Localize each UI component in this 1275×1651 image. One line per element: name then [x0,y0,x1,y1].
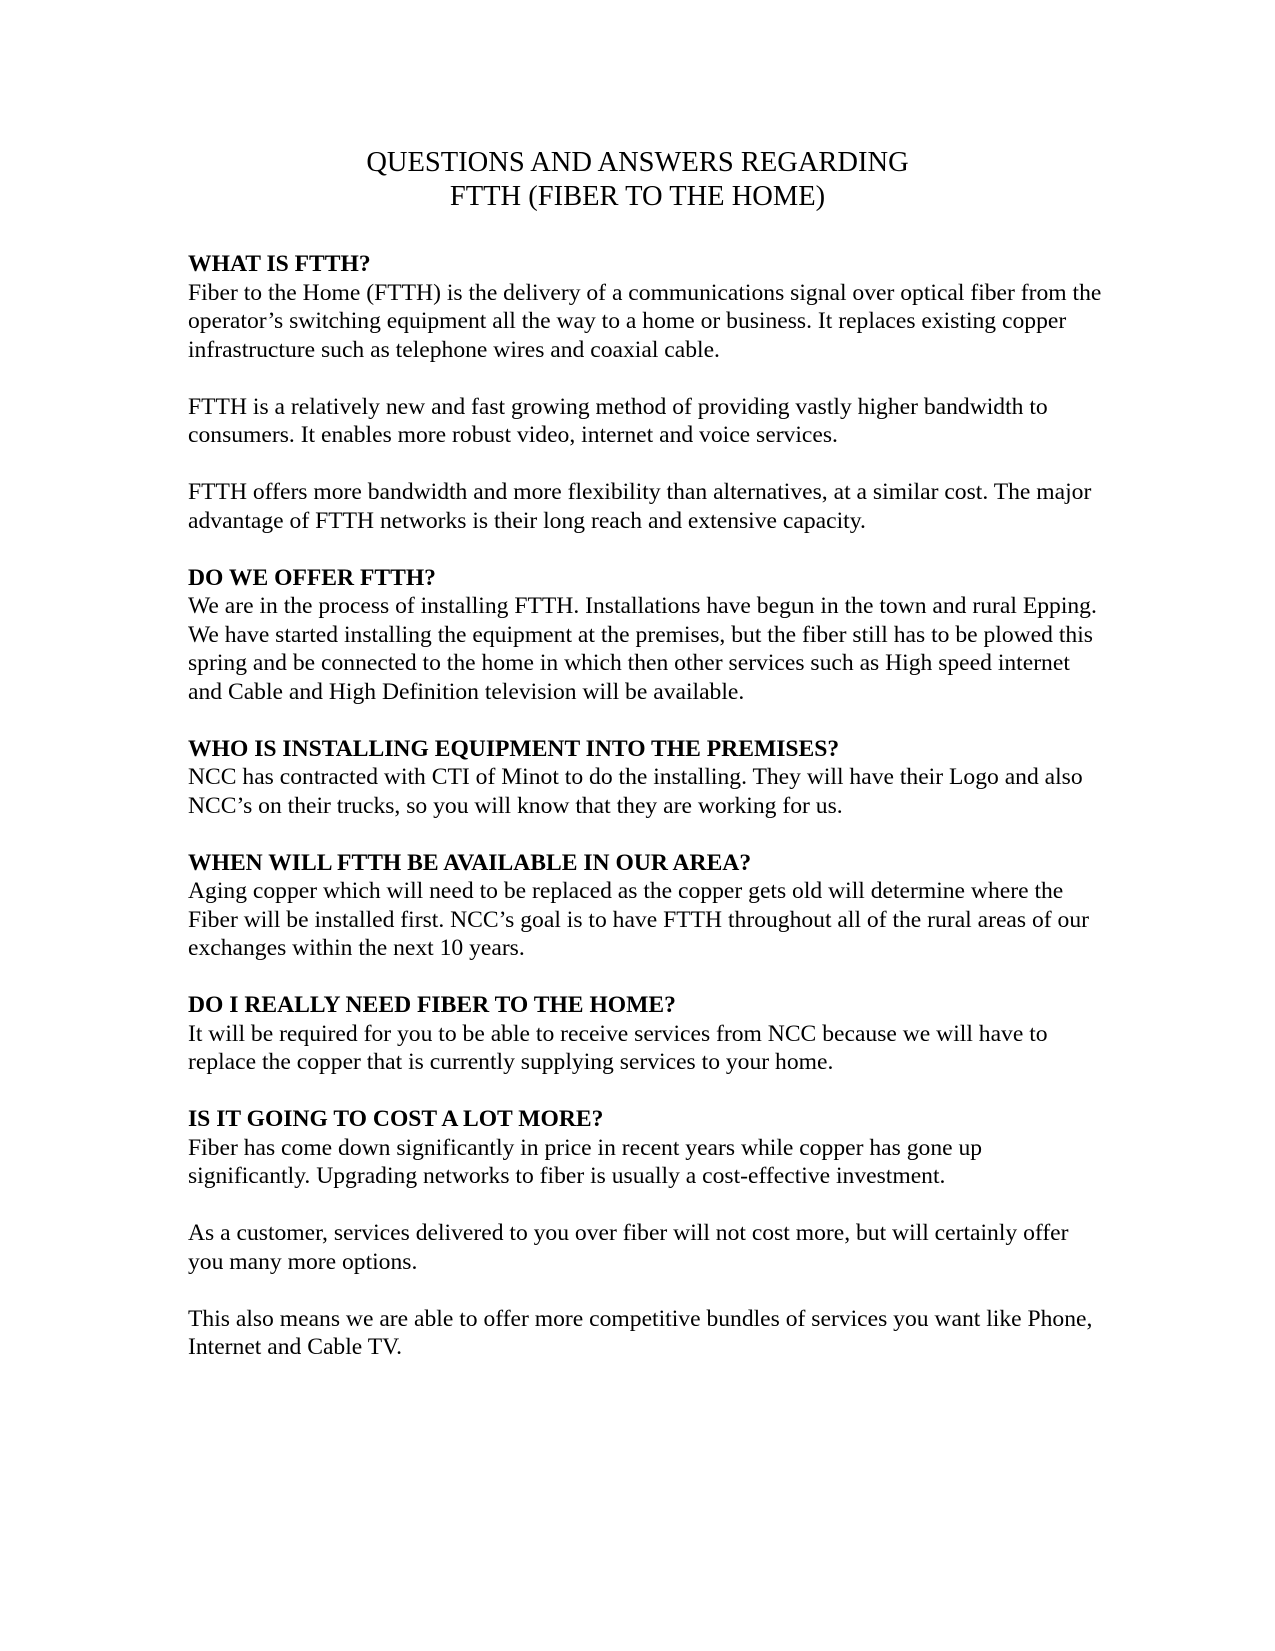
document-body [188,250,1108,1390]
section-paragraph: NCC has contracted with CTI of Minot to do the installing. They will have their Logo and also NCC’s on their trucks, so you will know that they are working for us. [188,764,1083,819]
section-heading: DO WE OFFER FTTH? [188,564,436,591]
section-who-is-installing [188,735,1108,821]
section-heading: WHO IS INSTALLING EQUIPMENT INTO THE PREMISES? [188,735,840,762]
section-heading: WHEN WILL FTTH BE AVAILABLE IN OUR AREA? [188,849,752,876]
section-heading: DO I REALLY NEED FIBER TO THE HOME? [188,992,676,1018]
section-when-available [188,849,1108,963]
title-line-2: FTTH (FIBER TO THE HOME) [449,181,826,212]
title-line-1: QUESTIONS AND ANSWERS REGARDING [366,147,909,178]
section-paragraph: It will be required for you to be able to receive services from NCC because we will have to replace the copper that is currently supplying services to your home. [188,1020,1048,1075]
section-paragraph: Fiber to the Home (FTTH) is the delivery of a communications signal over optical fiber from the operator’s switching equipment all the way to a home or business. It replaces existing copper infrastructure such as telephone wires and coaxial cable. [188,279,1102,363]
section-heading: WHAT IS FTTH? [188,251,371,277]
section-paragraph: FTTH offers more bandwidth and more flexibility than alternatives, at a similar cost. The major advantage of FTTH networks is their long reach and extensive capacity. [188,479,1092,534]
section-paragraph: We are in the process of installing FTTH. Installations have begun in the town and rural Epping. We have started installing the equipment at the premises, but the fiber still has to be plowed this spring and be connected to the home in which then other services such as High speed internet and Cable and High Definition television will be available. [188,593,1097,705]
section-do-we-offer-ftth [188,564,1108,707]
section-heading: IS IT GOING TO COST A LOT MORE? [188,1106,604,1132]
section-paragraph: Fiber has come down significantly in price in recent years while copper has gone up significantly. Upgrading networks to fiber is usually a cost-effective investment. [188,1134,983,1189]
section-what-is-ftth [188,250,1108,535]
section-cost [188,1105,1108,1362]
section-paragraph: FTTH is a relatively new and fast growing method of providing vastly higher bandwidth to consumers. It enables more robust video, internet and voice services. [188,393,1048,448]
section-paragraph: Aging copper which will need to be replaced as the copper gets old will determine where the Fiber will be installed first. NCC’s goal is to have FTTH throughout all of the rural areas of our exchanges within the next 10 years. [188,878,1089,961]
section-paragraph: This also means we are able to offer more competitive bundles of services you want like Phone, Internet and Cable TV. [188,1305,1093,1360]
section-paragraph: As a customer, services delivered to you over fiber will not cost more, but will certainly offer you many more options. [188,1220,1069,1275]
section-do-i-need-fiber [188,991,1108,1077]
document-title [0,146,1275,214]
